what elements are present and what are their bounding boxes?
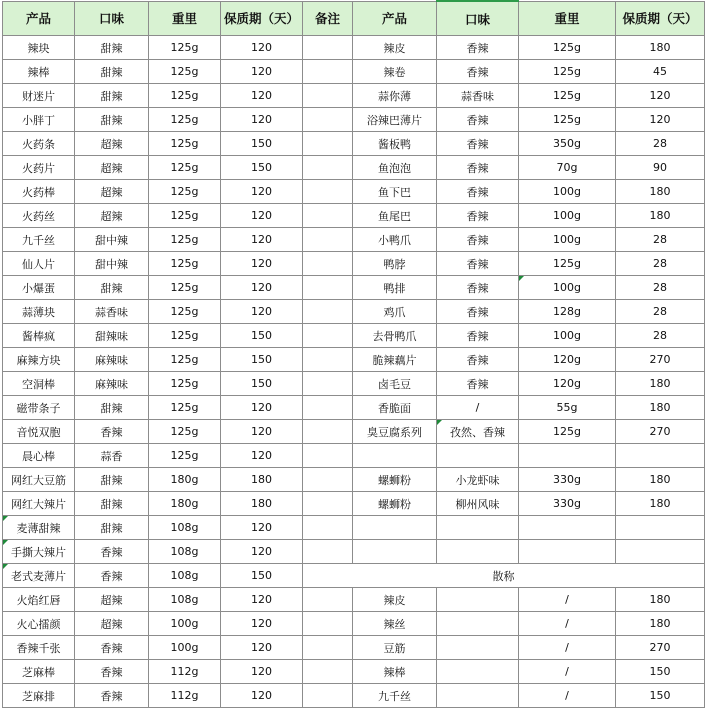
table-cell: 酱棒疯 (3, 324, 75, 348)
table-cell: 125g (149, 204, 221, 228)
table-row (3, 492, 705, 516)
table-cell: 128g (519, 300, 616, 324)
table-cell: 鸭排 (353, 276, 437, 300)
table-cell: 去骨鸭爪 (353, 324, 437, 348)
table-row (3, 36, 705, 60)
table-cell (437, 588, 519, 612)
table-cell: 125g (149, 396, 221, 420)
table-row (3, 420, 705, 444)
table-cell: 火药丝 (3, 204, 75, 228)
table-cell: 香辣 (437, 348, 519, 372)
table-cell: 麻辣方块 (3, 348, 75, 372)
table-cell: 125g (149, 132, 221, 156)
col-header-flavor-2: 口味 (437, 1, 519, 36)
table-cell: 甜辣 (75, 108, 149, 132)
table-cell (303, 324, 353, 348)
table-cell: 螺蛳粉 (353, 468, 437, 492)
table-cell: 120 (221, 396, 303, 420)
table-cell: 180 (616, 180, 705, 204)
table-cell: 120 (221, 300, 303, 324)
table-cell: 125g (519, 420, 616, 444)
table-cell: 香脆面 (353, 396, 437, 420)
table-cell: 125g (149, 300, 221, 324)
table-cell: 90 (616, 156, 705, 180)
table-cell (519, 516, 616, 540)
table-cell: 蒜香味 (75, 300, 149, 324)
table-cell: 108g (149, 516, 221, 540)
table-cell: 180 (616, 468, 705, 492)
col-header-weight: 重里 (149, 1, 221, 36)
col-header-product: 产品 (3, 1, 75, 36)
table-cell (437, 660, 519, 684)
table-row (3, 348, 705, 372)
table-cell (303, 132, 353, 156)
table-cell (303, 372, 353, 396)
table-cell: 120g (519, 372, 616, 396)
table-cell: 100g (519, 276, 616, 300)
table-row (3, 300, 705, 324)
table-cell: 28 (616, 228, 705, 252)
table-cell: 125g (149, 276, 221, 300)
table-cell (437, 636, 519, 660)
table-cell (437, 516, 519, 540)
table-cell (303, 252, 353, 276)
table-cell: 120 (221, 36, 303, 60)
table-cell (303, 36, 353, 60)
table-cell: / (437, 396, 519, 420)
table-cell: 270 (616, 420, 705, 444)
table-cell: 120 (221, 612, 303, 636)
table-cell (437, 684, 519, 708)
table-cell: 甜辣 (75, 492, 149, 516)
table-cell: 香辣 (75, 660, 149, 684)
table-row (3, 180, 705, 204)
table-cell: 150 (221, 564, 303, 588)
table-cell: / (519, 660, 616, 684)
table-cell (353, 540, 437, 564)
table-cell: 125g (519, 84, 616, 108)
table-cell: 超辣 (75, 588, 149, 612)
table-row (3, 252, 705, 276)
table-cell (519, 540, 616, 564)
table-cell: 麻辣味 (75, 372, 149, 396)
table-cell (437, 540, 519, 564)
table-cell: 香辣 (437, 108, 519, 132)
table-cell (616, 516, 705, 540)
table-cell: 辣块 (3, 36, 75, 60)
table-cell: 180 (616, 612, 705, 636)
table-cell (519, 444, 616, 468)
table-row (3, 636, 705, 660)
table-cell (303, 204, 353, 228)
table-cell: 香辣 (437, 228, 519, 252)
table-cell: 100g (519, 228, 616, 252)
table-cell: 蒜薄块 (3, 300, 75, 324)
table-row (3, 684, 705, 708)
table-cell: 125g (149, 60, 221, 84)
table-cell: 330g (519, 492, 616, 516)
table-cell: 香辣 (75, 540, 149, 564)
table-cell: 120 (221, 516, 303, 540)
table-cell: 120 (221, 588, 303, 612)
table-cell (616, 540, 705, 564)
table-cell: 芝麻棒 (3, 660, 75, 684)
table-row (3, 588, 705, 612)
table-cell (303, 156, 353, 180)
table-cell: 180 (616, 492, 705, 516)
table-cell: / (519, 684, 616, 708)
table-cell: 180g (149, 492, 221, 516)
table-cell: 120 (221, 108, 303, 132)
table-cell: 仙人片 (3, 252, 75, 276)
table-cell: 火药条 (3, 132, 75, 156)
table-cell: 100g (519, 204, 616, 228)
table-cell: 螺蛳粉 (353, 492, 437, 516)
table-cell (303, 60, 353, 84)
table-cell: 财迷片 (3, 84, 75, 108)
table-cell: 112g (149, 660, 221, 684)
table-cell: 辣丝 (353, 612, 437, 636)
table-row (3, 444, 705, 468)
product-table (2, 0, 705, 708)
col-header-shelf-life-2: 保质期（天） (616, 1, 705, 36)
table-cell: 甜辣味 (75, 324, 149, 348)
table-cell: 150 (616, 660, 705, 684)
table-cell: 28 (616, 276, 705, 300)
table-cell: 香辣 (75, 420, 149, 444)
table-cell: 蒜你薄 (353, 84, 437, 108)
table-cell: 270 (616, 636, 705, 660)
col-header-shelf-life: 保质期（天） (221, 1, 303, 36)
table-cell: 香辣 (437, 372, 519, 396)
table-cell (303, 348, 353, 372)
table-row (3, 132, 705, 156)
table-cell (303, 84, 353, 108)
table-row (3, 204, 705, 228)
table-row (3, 540, 705, 564)
table-cell: 香辣 (437, 324, 519, 348)
table-cell: 125g (149, 372, 221, 396)
table-cell: 150 (221, 372, 303, 396)
table-cell: 火心擂颜 (3, 612, 75, 636)
table-cell: 鱼下巴 (353, 180, 437, 204)
table-cell: 超辣 (75, 204, 149, 228)
table-cell: 150 (221, 156, 303, 180)
table-cell: 浴辣巴薄片 (353, 108, 437, 132)
table-row (3, 60, 705, 84)
header-row (3, 1, 705, 36)
table-cell: 香辣 (437, 60, 519, 84)
table-cell: 豆筋 (353, 636, 437, 660)
table-cell: 九千丝 (3, 228, 75, 252)
table-cell: 180 (616, 588, 705, 612)
table-cell: 125g (149, 420, 221, 444)
table-cell: 120 (221, 636, 303, 660)
table-cell (437, 444, 519, 468)
table-cell: 辣卷 (353, 60, 437, 84)
table-cell: 28 (616, 324, 705, 348)
table-cell: 125g (149, 36, 221, 60)
table-cell: 辣皮 (353, 36, 437, 60)
table-cell: 鱼尾巴 (353, 204, 437, 228)
table-cell: 甜辣 (75, 396, 149, 420)
table-cell (303, 468, 353, 492)
table-cell: 柳州风味 (437, 492, 519, 516)
table-row (3, 276, 705, 300)
table-cell: 火焰红唇 (3, 588, 75, 612)
table-cell: 小龙虾味 (437, 468, 519, 492)
table-cell: / (519, 636, 616, 660)
table-cell: 空洞棒 (3, 372, 75, 396)
table-cell: 香辣 (75, 684, 149, 708)
table-cell: 超辣 (75, 156, 149, 180)
table-cell (303, 180, 353, 204)
table-row (3, 156, 705, 180)
table-cell: 鸭脖 (353, 252, 437, 276)
table-cell: 鸡爪 (353, 300, 437, 324)
table-cell (437, 612, 519, 636)
col-header-flavor: 口味 (75, 1, 149, 36)
table-cell (303, 516, 353, 540)
table-cell: 180 (616, 396, 705, 420)
table-cell: 脆辣藕片 (353, 348, 437, 372)
table-cell (303, 420, 353, 444)
table-cell: 270 (616, 348, 705, 372)
table-cell: 蒜香 (75, 444, 149, 468)
table-row (3, 372, 705, 396)
table-cell: 28 (616, 300, 705, 324)
table-cell: 120 (221, 420, 303, 444)
table-cell: 香辣 (437, 36, 519, 60)
table-cell: 100g (149, 636, 221, 660)
table-cell: 香辣 (75, 636, 149, 660)
table-cell: 120 (221, 180, 303, 204)
table-cell: 125g (519, 36, 616, 60)
table-cell: 卤毛豆 (353, 372, 437, 396)
table-cell: 120 (221, 660, 303, 684)
table-cell: 小鸭爪 (353, 228, 437, 252)
table-cell (303, 684, 353, 708)
table-cell: 香辣 (437, 300, 519, 324)
table-cell: 香辣 (437, 276, 519, 300)
table-cell: 小胖丁 (3, 108, 75, 132)
table-cell: 120 (221, 276, 303, 300)
table-cell (303, 660, 353, 684)
table-cell: 120 (221, 204, 303, 228)
table-cell (303, 444, 353, 468)
table-cell: 九千丝 (353, 684, 437, 708)
table-row (3, 612, 705, 636)
table-cell: / (519, 612, 616, 636)
table-cell: 火药片 (3, 156, 75, 180)
table-cell: 125g (519, 252, 616, 276)
table-row (3, 396, 705, 420)
table-cell: 网红大辣片 (3, 492, 75, 516)
table-cell: 香辣 (75, 564, 149, 588)
col-header-product-2: 产品 (353, 1, 437, 36)
table-row (3, 84, 705, 108)
table-cell: 甜中辣 (75, 228, 149, 252)
table-cell: 45 (616, 60, 705, 84)
table-cell: 120 (221, 684, 303, 708)
table-cell: 香辣 (437, 132, 519, 156)
table-cell: 100g (519, 180, 616, 204)
table-cell: 125g (149, 324, 221, 348)
table-cell (616, 444, 705, 468)
table-cell: 酱板鸭 (353, 132, 437, 156)
table-cell: 臭豆腐系列 (353, 420, 437, 444)
table-cell: 麦薄甜辣 (3, 516, 75, 540)
table-cell: 180g (149, 468, 221, 492)
table-cell (303, 636, 353, 660)
table-cell: 鱼泡泡 (353, 156, 437, 180)
table-cell: 香辣 (437, 180, 519, 204)
table-cell (303, 228, 353, 252)
table-cell (303, 588, 353, 612)
table-cell: 甜辣 (75, 36, 149, 60)
table-cell: 辣棒 (3, 60, 75, 84)
table-cell: 125g (149, 252, 221, 276)
table-cell: 125g (519, 60, 616, 84)
table-cell: 音悦双胞 (3, 420, 75, 444)
table-cell: 甜中辣 (75, 252, 149, 276)
table-cell (303, 108, 353, 132)
table-cell: 180 (221, 492, 303, 516)
table-cell: 120 (616, 84, 705, 108)
table-cell: 超辣 (75, 180, 149, 204)
table-cell: 老式麦薄片 (3, 564, 75, 588)
table-cell (353, 516, 437, 540)
table-cell (303, 612, 353, 636)
table-cell: 小爆蛋 (3, 276, 75, 300)
table-cell: 125g (149, 84, 221, 108)
table-cell: 超辣 (75, 612, 149, 636)
table-cell: 180 (616, 204, 705, 228)
table-cell: 香辣 (437, 252, 519, 276)
table-cell: 孜然、香辣 (437, 420, 519, 444)
table-cell: 100g (149, 612, 221, 636)
table-cell: 28 (616, 252, 705, 276)
table-cell: 甜辣 (75, 516, 149, 540)
table-row (3, 660, 705, 684)
table-cell: 108g (149, 588, 221, 612)
table-row (3, 324, 705, 348)
table-cell: 磁带条子 (3, 396, 75, 420)
table-cell: 晨心棒 (3, 444, 75, 468)
table-cell: 香辣 (437, 204, 519, 228)
table-cell: 150 (616, 684, 705, 708)
table-cell: 超辣 (75, 132, 149, 156)
table-cell: 55g (519, 396, 616, 420)
table-cell: 100g (519, 324, 616, 348)
table-cell: 120 (221, 540, 303, 564)
table-cell: 120 (616, 108, 705, 132)
table-cell: 125g (519, 108, 616, 132)
table-cell: 甜辣 (75, 468, 149, 492)
table-row (3, 228, 705, 252)
table-cell: 125g (149, 180, 221, 204)
table-cell: 28 (616, 132, 705, 156)
table-row (3, 108, 705, 132)
table-cell (303, 540, 353, 564)
table-cell: 330g (519, 468, 616, 492)
table-cell: 150 (221, 132, 303, 156)
table-cell: 甜辣 (75, 276, 149, 300)
table-cell: 350g (519, 132, 616, 156)
table-row (3, 564, 705, 588)
table-cell: 香辣 (437, 156, 519, 180)
table-cell: 手撕大辣片 (3, 540, 75, 564)
table-cell (303, 396, 353, 420)
col-header-weight-2: 重里 (519, 1, 616, 36)
table-cell: 108g (149, 540, 221, 564)
table-cell: 150 (221, 324, 303, 348)
table-cell: 120g (519, 348, 616, 372)
table-cell: 112g (149, 684, 221, 708)
table-cell: 180 (616, 36, 705, 60)
table-cell: 125g (149, 444, 221, 468)
table-cell: 180 (616, 372, 705, 396)
table-cell: 120 (221, 60, 303, 84)
table-cell: / (519, 588, 616, 612)
table-cell: 120 (221, 84, 303, 108)
table-cell: 辣棒 (353, 660, 437, 684)
table-cell: 火药棒 (3, 180, 75, 204)
table-row (3, 468, 705, 492)
table-cell: 125g (149, 348, 221, 372)
table-cell: 麻辣味 (75, 348, 149, 372)
table-cell: 辣皮 (353, 588, 437, 612)
table-cell: 150 (221, 348, 303, 372)
table-cell: 70g (519, 156, 616, 180)
table-cell: 125g (149, 228, 221, 252)
bulk-section-label: 散称 (303, 564, 705, 588)
table-cell: 甜辣 (75, 84, 149, 108)
table-cell: 甜辣 (75, 60, 149, 84)
table-cell: 网红大豆筋 (3, 468, 75, 492)
table-cell: 180 (221, 468, 303, 492)
col-header-note: 备注 (303, 1, 353, 36)
table-cell: 125g (149, 156, 221, 180)
table-cell: 120 (221, 228, 303, 252)
table-cell: 125g (149, 108, 221, 132)
table-cell: 120 (221, 252, 303, 276)
table-cell: 120 (221, 444, 303, 468)
table-cell: 蒜香味 (437, 84, 519, 108)
table-cell: 香辣千张 (3, 636, 75, 660)
table-cell (353, 444, 437, 468)
table-cell: 芝麻排 (3, 684, 75, 708)
table-row (3, 516, 705, 540)
table-cell (303, 492, 353, 516)
table-cell (303, 300, 353, 324)
table-cell: 108g (149, 564, 221, 588)
table-cell (303, 276, 353, 300)
